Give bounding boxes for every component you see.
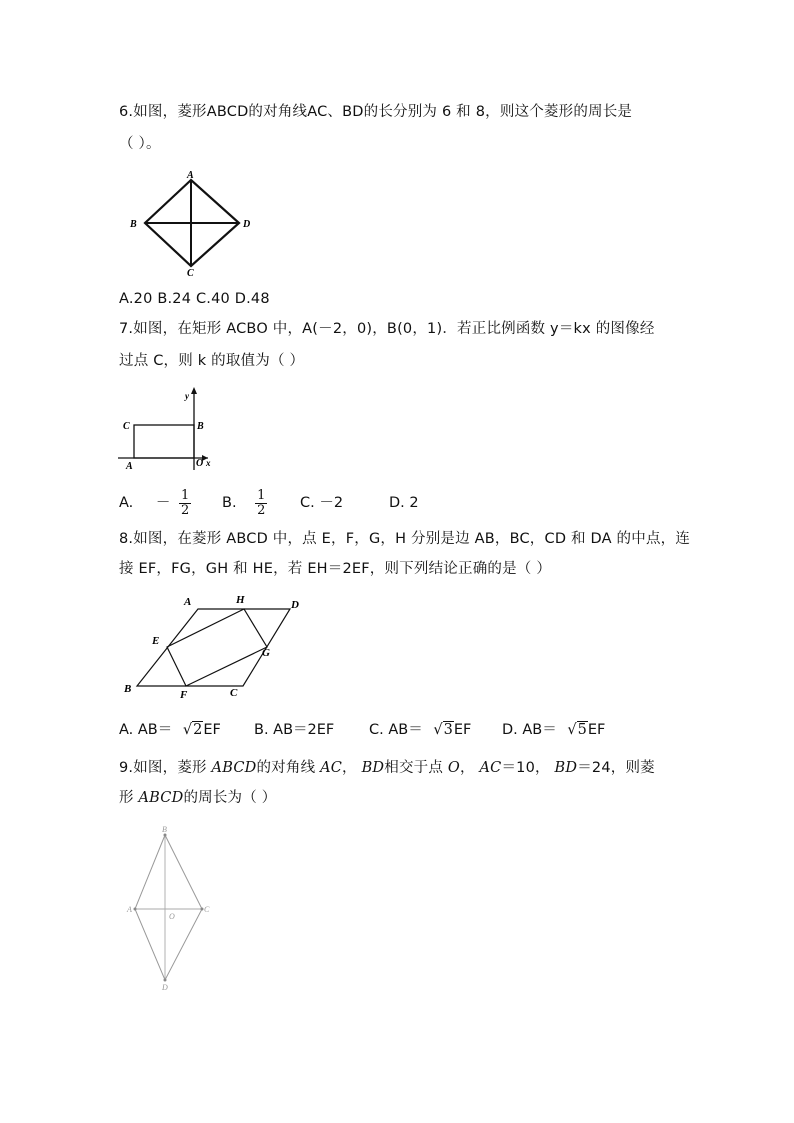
- q7-label-x: x: [206, 458, 211, 468]
- q9-point-a: [134, 908, 137, 911]
- q7-rectangle-figure: [118, 385, 228, 475]
- q8-label-h: H: [236, 594, 245, 606]
- q9-line1-o: O: [447, 760, 460, 776]
- q7-option-a-denominator: 2: [181, 502, 190, 518]
- q9-label-o: O: [169, 912, 175, 921]
- q7-option-d: D. 2: [389, 495, 419, 511]
- q9-line1-abcd: ABCD: [211, 760, 257, 776]
- q9-rhombus-figure: [118, 823, 218, 995]
- q7-text-line2: 过点 C，则 k 的取值为（ ）: [119, 353, 305, 369]
- q7-option-a-numerator: 1: [181, 487, 190, 503]
- q9-label-c: C: [204, 905, 210, 914]
- q7-option-b: [222, 486, 267, 520]
- q9-label-a: A: [127, 905, 132, 914]
- q6-text-line2: （ ）。: [119, 136, 161, 152]
- q8-option-c-prefix: C. AB＝: [369, 722, 423, 738]
- q9-label-d: D: [162, 983, 168, 992]
- q7-option-b-denominator: 2: [257, 502, 266, 518]
- q9-text-line2: [119, 788, 276, 808]
- q9-line1-part-m: ＝24，则菱: [577, 760, 655, 776]
- q9-line1-part-e: ，: [342, 760, 362, 776]
- q7-option-a: [119, 486, 191, 520]
- q9-line2-part-a: 形: [119, 790, 139, 806]
- q9-line1-ac: AC: [320, 760, 343, 776]
- q7-label-y: y: [185, 391, 189, 401]
- q6-rhombus-figure: [125, 168, 265, 278]
- q6-label-d: D: [243, 219, 251, 230]
- q9-text-line1: [119, 758, 655, 778]
- q8-option-d-sqrt: √5: [567, 722, 587, 738]
- q6-label-c: C: [187, 268, 194, 278]
- q8-rhombus-figure: [118, 590, 318, 702]
- q6-label-a: A: [187, 170, 194, 181]
- q8-option-c-suffix: EF: [453, 722, 472, 738]
- q7-text-line1: 7.如图，在矩形 ACBO 中，A(－2，0)，B(0，1)．若正比例函数 y＝kx 的图像经: [119, 321, 655, 337]
- q9-line1-part-g: 相交于点: [384, 760, 448, 776]
- q8-label-g: G: [262, 647, 270, 659]
- q7-rectangle: [134, 425, 194, 458]
- q8-option-c-radicand: 3: [443, 722, 453, 738]
- q8-option-d: [502, 720, 605, 740]
- q8-option-d-suffix: EF: [587, 722, 606, 738]
- q8-text-line1: 8.如图，在菱形 ABCD 中，点 E，F，G，H 分别是边 AB，BC，CD 和 DA 的中点，连: [119, 531, 691, 547]
- q8-label-f: F: [180, 689, 188, 701]
- q7-label-c: C: [123, 421, 130, 432]
- q8-label-a: A: [184, 596, 192, 608]
- q7-label-o: O: [196, 458, 204, 469]
- q7-option-c: C. －2: [300, 495, 344, 511]
- q8-label-d: D: [291, 599, 299, 611]
- q9-line1-part-i: ，: [459, 760, 480, 776]
- q7-y-arrow: [191, 387, 197, 394]
- q8-option-a-radicand: 2: [193, 722, 203, 738]
- q7-label-b: B: [197, 421, 204, 432]
- q6-options: A.20 B.24 C.40 D.48: [119, 291, 270, 307]
- q9-line1-bd: BD: [361, 760, 385, 776]
- q7-label-a: A: [126, 461, 133, 472]
- q6-text-line1: 6.如图，菱形ABCD的对角线AC、BD的长分别为 6 和 8，则这个菱形的周长是: [119, 104, 633, 120]
- q9-line1-ac-2: AC: [479, 760, 502, 776]
- q9-line1-part-k: ＝10，: [501, 760, 555, 776]
- q8-option-a-sqrt: √2: [182, 722, 203, 738]
- q8-option-d-radicand: 5: [577, 722, 587, 738]
- q8-text-line2: 接 EF，FG，GH 和 HE，若 EH＝2EF，则下列结论正确的是（ ）: [119, 561, 552, 577]
- q7-option-a-fraction: [179, 489, 191, 518]
- q9-point-d: [164, 979, 167, 982]
- q9-line1-bd-2: BD: [554, 760, 578, 776]
- q9-line1-part-a: 9.如图，菱形: [119, 760, 212, 776]
- q8-label-b: B: [124, 683, 132, 695]
- q8-option-d-prefix: D. AB＝: [502, 722, 557, 738]
- q8-option-b: B. AB＝2EF: [254, 722, 335, 738]
- q9-line2-abcd: ABCD: [138, 790, 184, 806]
- q8-label-e: E: [152, 635, 160, 647]
- q6-label-b: B: [130, 219, 137, 230]
- q8-inner-quadrilateral: [167, 609, 267, 686]
- q7-option-b-label: B.: [222, 495, 237, 511]
- q7-option-b-numerator: 1: [257, 487, 266, 503]
- q8-option-c: [369, 720, 471, 740]
- q7-option-a-sign: －: [155, 495, 171, 511]
- q8-option-c-sqrt: √3: [433, 722, 453, 738]
- q7-option-b-fraction: [255, 489, 267, 518]
- q8-option-a-suffix: EF: [203, 722, 221, 738]
- q8-option-a: [119, 720, 221, 740]
- q9-line1-part-c: 的对角线: [256, 760, 321, 776]
- q8-label-c: C: [230, 687, 238, 699]
- q7-option-a-label: A.: [119, 495, 134, 511]
- q9-rhombus: [135, 835, 202, 980]
- q9-line2-part-c: 的周长为（ ）: [183, 790, 277, 806]
- q8-option-a-prefix: A. AB＝: [119, 722, 173, 738]
- q9-label-b: B: [162, 825, 167, 834]
